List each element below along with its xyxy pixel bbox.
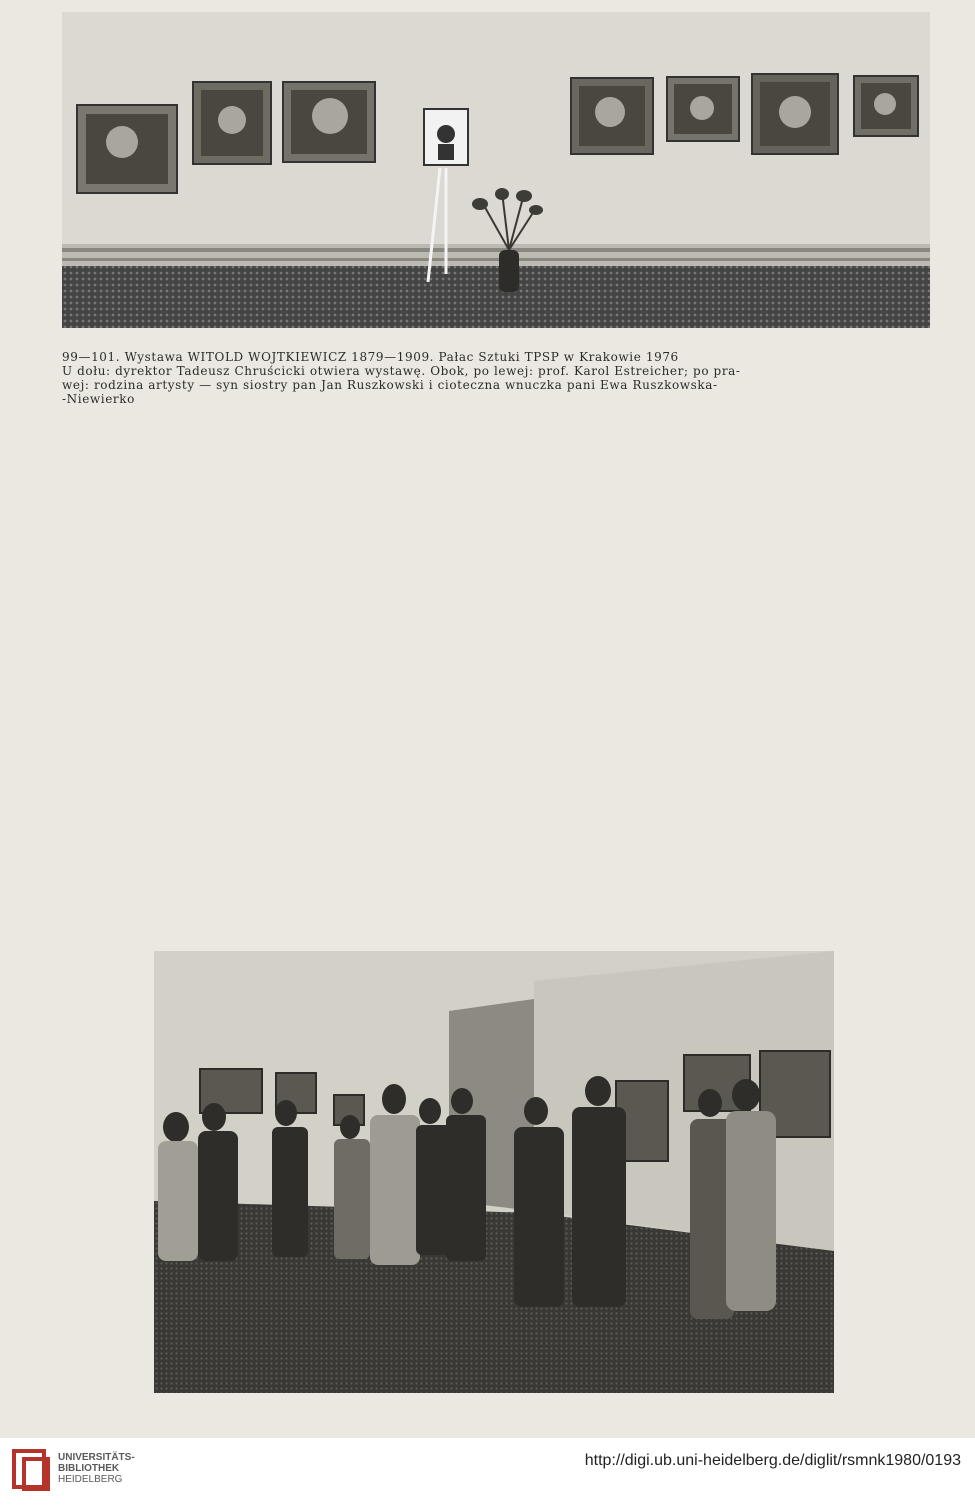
logo-line: BIBLIOTHEK bbox=[58, 1463, 120, 1474]
logo-line: HEIDELBERG bbox=[58, 1474, 123, 1485]
source-url-link[interactable]: http://digi.ub.uni-heidelberg.de/diglit/rsmnk1980/0193 bbox=[584, 1452, 961, 1469]
caption-line: -Niewierko bbox=[62, 392, 135, 406]
caption-line: 99—101. Wystawa WITOLD WOJTKIEWICZ 1879—1909. Pałac Sztuki TPSP w Krakowie 1976 bbox=[62, 350, 679, 364]
logo-line: UNIVERSITÄTS- bbox=[58, 1452, 135, 1463]
exhibition-wall-photo bbox=[62, 12, 930, 328]
university-library-logo-icon bbox=[12, 1449, 52, 1493]
exhibition-opening-photo bbox=[154, 951, 834, 1393]
figure-caption bbox=[62, 350, 852, 406]
caption-line: U dołu: dyrektor Tadeusz Chruścicki otwiera wystawę. Obok, po lewej: prof. Karol Estreicher; po pra- bbox=[62, 364, 741, 378]
library-footer bbox=[0, 1438, 975, 1507]
caption-line: wej: rodzina artysty — syn siostry pan Jan Ruszkowski i cioteczna wnuczka pani Ewa Ruszkowska- bbox=[62, 378, 718, 392]
library-logo-text bbox=[58, 1452, 135, 1485]
